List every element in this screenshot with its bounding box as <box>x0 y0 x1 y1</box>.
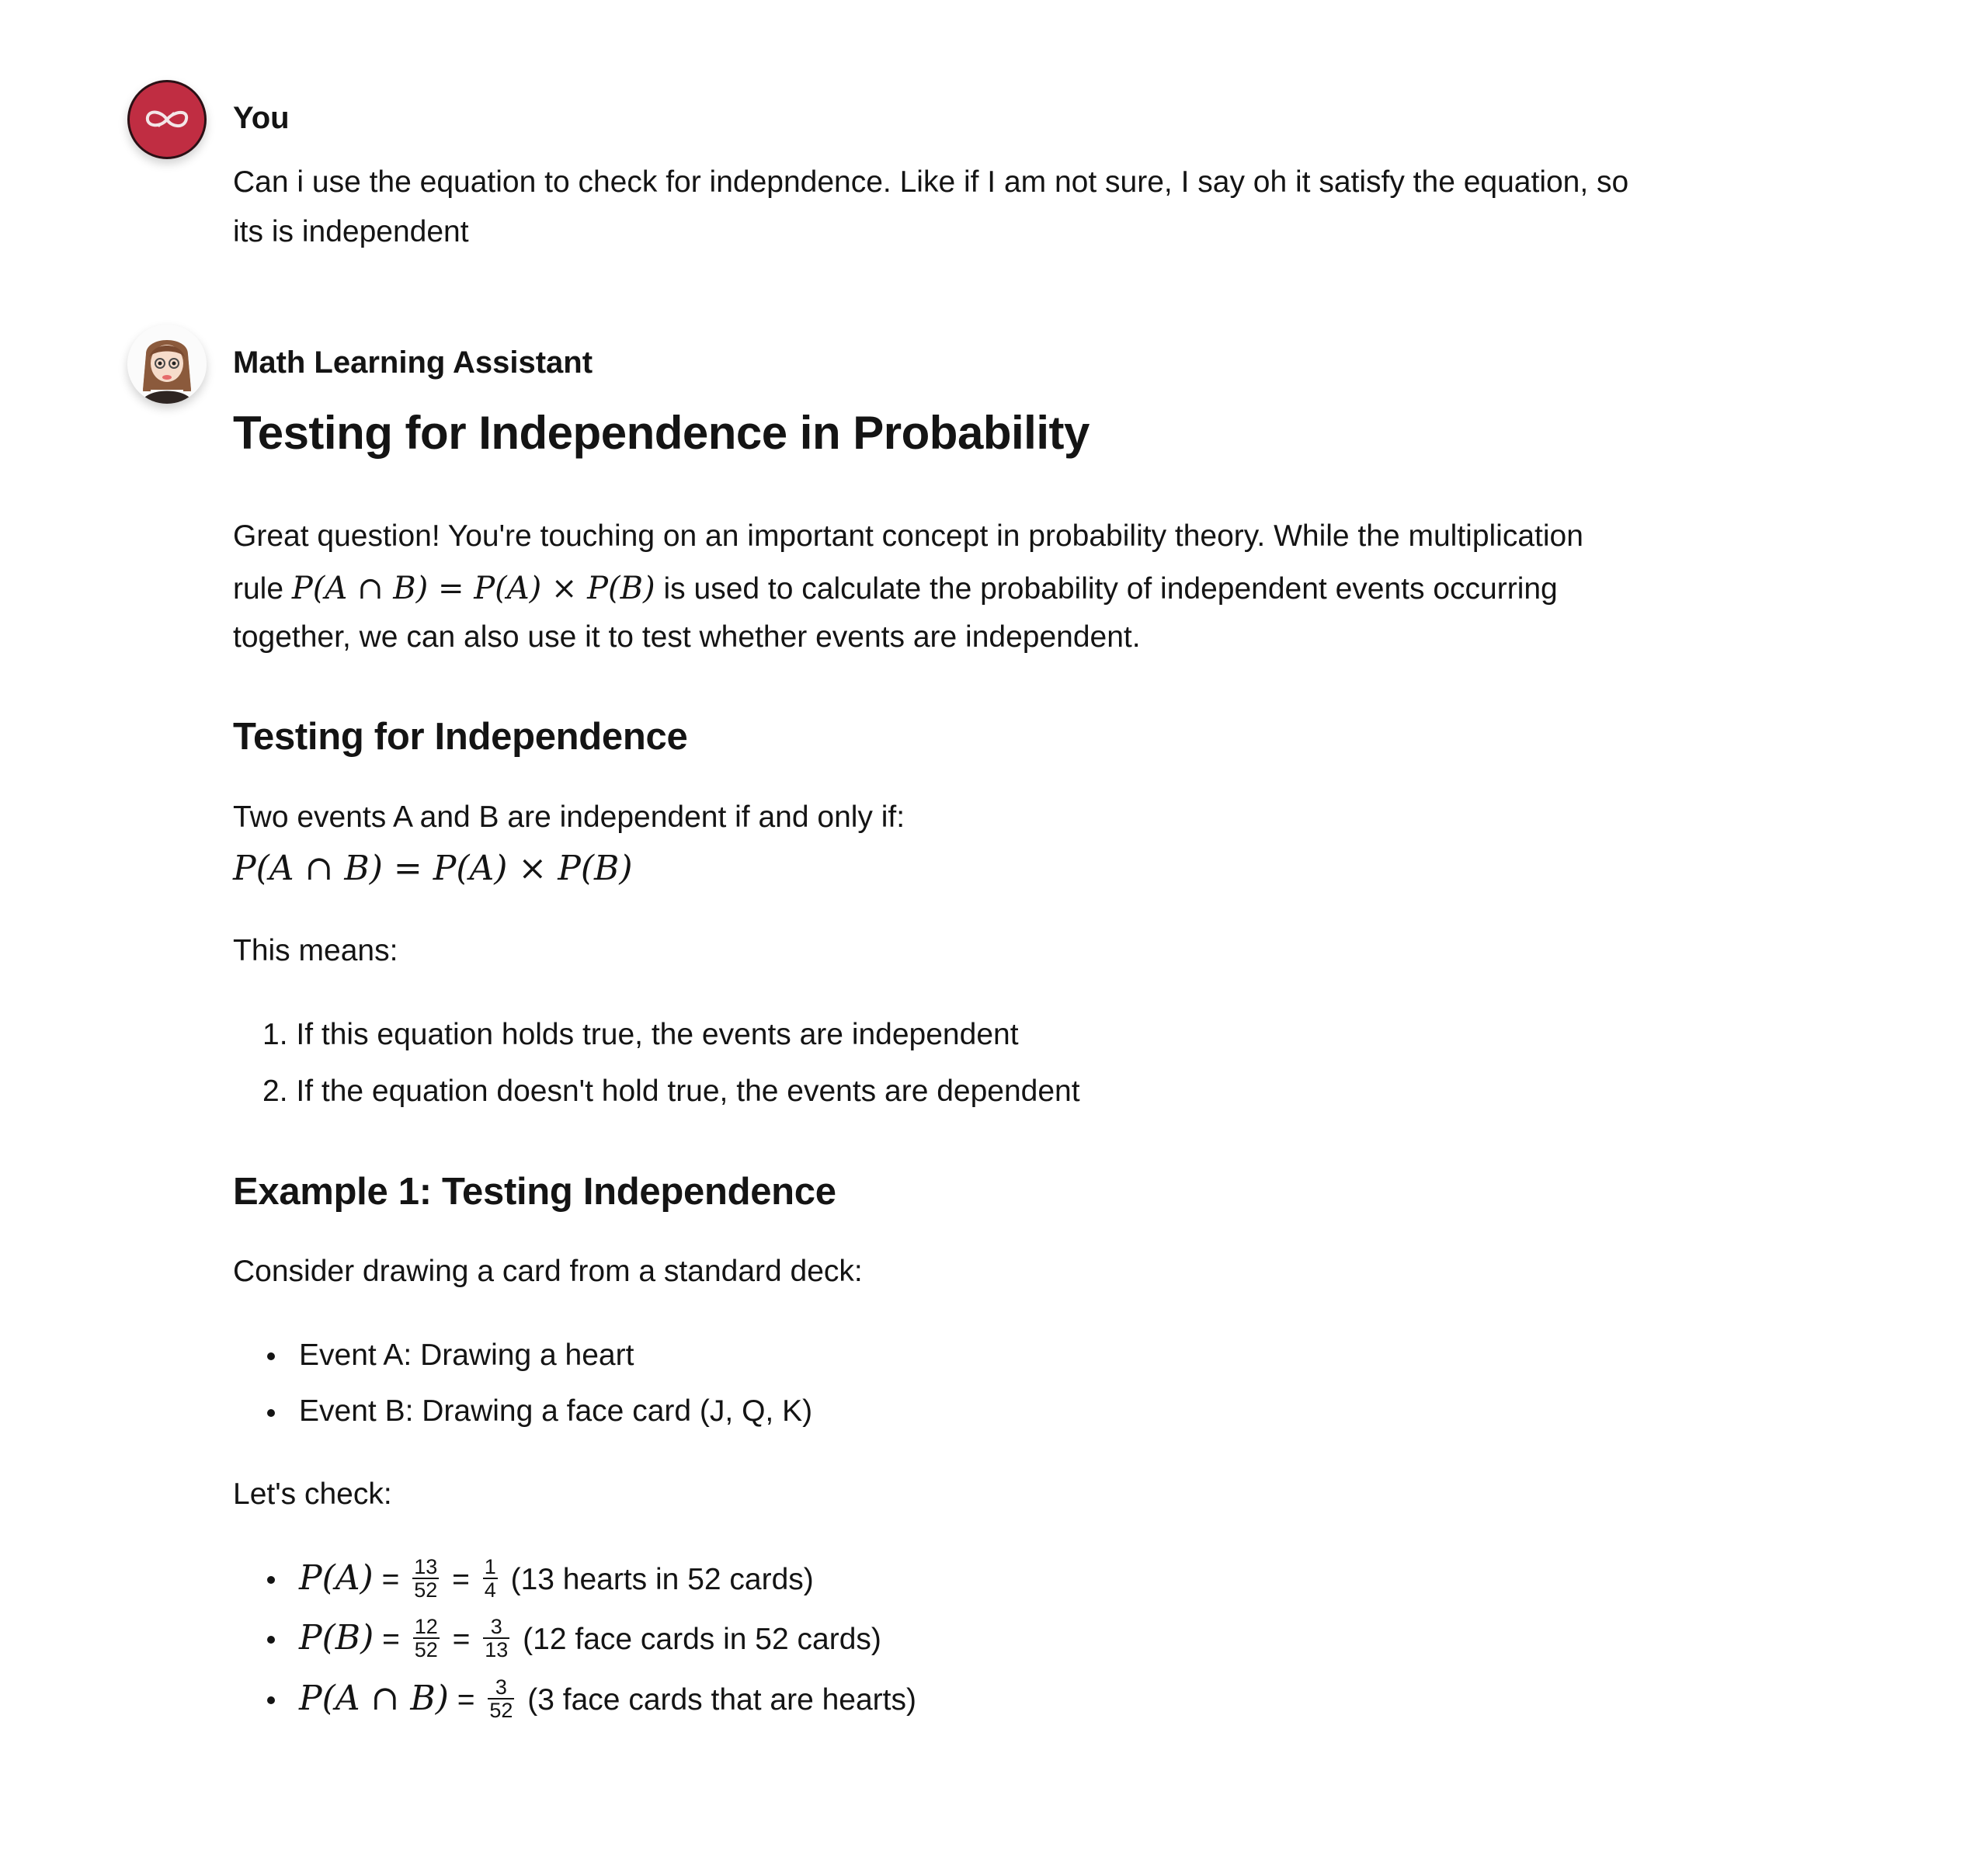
section-heading: Example 1: Testing Independence <box>233 1171 836 1213</box>
fraction-numerator: 3 <box>483 1616 509 1639</box>
check-item <box>299 1616 881 1664</box>
check-lhs: P(B) <box>299 1618 374 1658</box>
check-lhs: P(A ∩ B) <box>299 1679 449 1718</box>
list-marker: 2. <box>262 1075 288 1108</box>
user-author-name: You <box>233 101 290 135</box>
fraction-numerator: 3 <box>488 1676 514 1700</box>
assistant-author-name: Math Learning Assistant <box>233 345 593 380</box>
anime-girl-avatar-icon <box>127 325 207 404</box>
check-lhs: P(A) <box>299 1558 374 1598</box>
condition-text: Two events A and B are independent if and only if: <box>233 800 905 834</box>
equals-sign: = <box>382 1623 400 1656</box>
fraction <box>483 1616 509 1661</box>
means-label: This means: <box>233 934 398 967</box>
equals-sign: = <box>381 1563 400 1596</box>
infinity-icon <box>143 106 191 133</box>
user-message-line: Can i use the equation to check for indepndence. Like if I am not sure, I say oh it satisfy the equation, so <box>233 165 1629 199</box>
numbered-list-item <box>262 1016 1019 1054</box>
check-label: Let's check: <box>233 1477 392 1511</box>
list-text: If the equation doesn't hold true, the events are dependent <box>296 1075 1080 1108</box>
check-note: (3 face cards that are hearts) <box>527 1683 916 1717</box>
check-item <box>299 1677 916 1724</box>
user-avatar <box>127 80 207 159</box>
fraction-denominator: 52 <box>414 1637 438 1661</box>
bullet-dot <box>267 1352 275 1360</box>
independence-equation: P(A ∩ B) = P(A) × P(B) <box>233 849 633 888</box>
user-message-line: its is independent <box>233 215 469 248</box>
event-item: Event B: Drawing a face card (J, Q, K) <box>299 1394 813 1428</box>
assistant-avatar <box>127 325 207 404</box>
list-marker: 1. <box>262 1018 288 1051</box>
bullet-dot <box>267 1636 275 1644</box>
intro-text: rule <box>233 572 284 606</box>
check-item <box>299 1554 814 1604</box>
fraction <box>412 1556 439 1601</box>
check-note: (12 face cards in 52 cards) <box>523 1623 881 1656</box>
fraction <box>488 1676 514 1721</box>
fraction <box>413 1616 440 1661</box>
intro-line <box>233 570 1558 608</box>
numbered-list-item <box>262 1073 1080 1110</box>
section-heading: Testing for Independence <box>233 716 688 758</box>
equals-sign: = <box>457 1683 475 1717</box>
fraction-denominator: 4 <box>484 1578 496 1602</box>
example-intro: Consider drawing a card from a standard deck: <box>233 1255 863 1288</box>
fraction <box>483 1556 498 1601</box>
fraction-numerator: 12 <box>414 1614 438 1638</box>
inline-equation: P(A ∩ B) = P(A) × P(B) <box>291 571 655 606</box>
equals-sign: = <box>452 1563 470 1596</box>
fraction-denominator: 13 <box>485 1637 509 1661</box>
fraction-numerator: 13 <box>414 1554 438 1578</box>
check-note: (13 hearts in 52 cards) <box>510 1563 814 1596</box>
event-item: Event A: Drawing a heart <box>299 1338 634 1372</box>
bullet-dot <box>267 1409 275 1417</box>
intro-text: is used to calculate the probability of independent events occurring <box>663 572 1558 606</box>
equals-sign: = <box>452 1623 471 1656</box>
fraction-denominator: 52 <box>489 1698 513 1722</box>
list-text: If this equation holds true, the events are independent <box>296 1018 1019 1051</box>
bullet-dot <box>267 1696 275 1704</box>
intro-line: Great question! You're touching on an important concept in probability theory. While the multiplication <box>233 519 1583 553</box>
fraction-numerator: 1 <box>484 1554 496 1578</box>
response-title: Testing for Independence in Probability <box>233 407 1090 459</box>
fraction-denominator: 52 <box>414 1578 438 1602</box>
intro-line: together, we can also use it to test whether events are independent. <box>233 620 1141 654</box>
bullet-dot <box>267 1576 275 1584</box>
